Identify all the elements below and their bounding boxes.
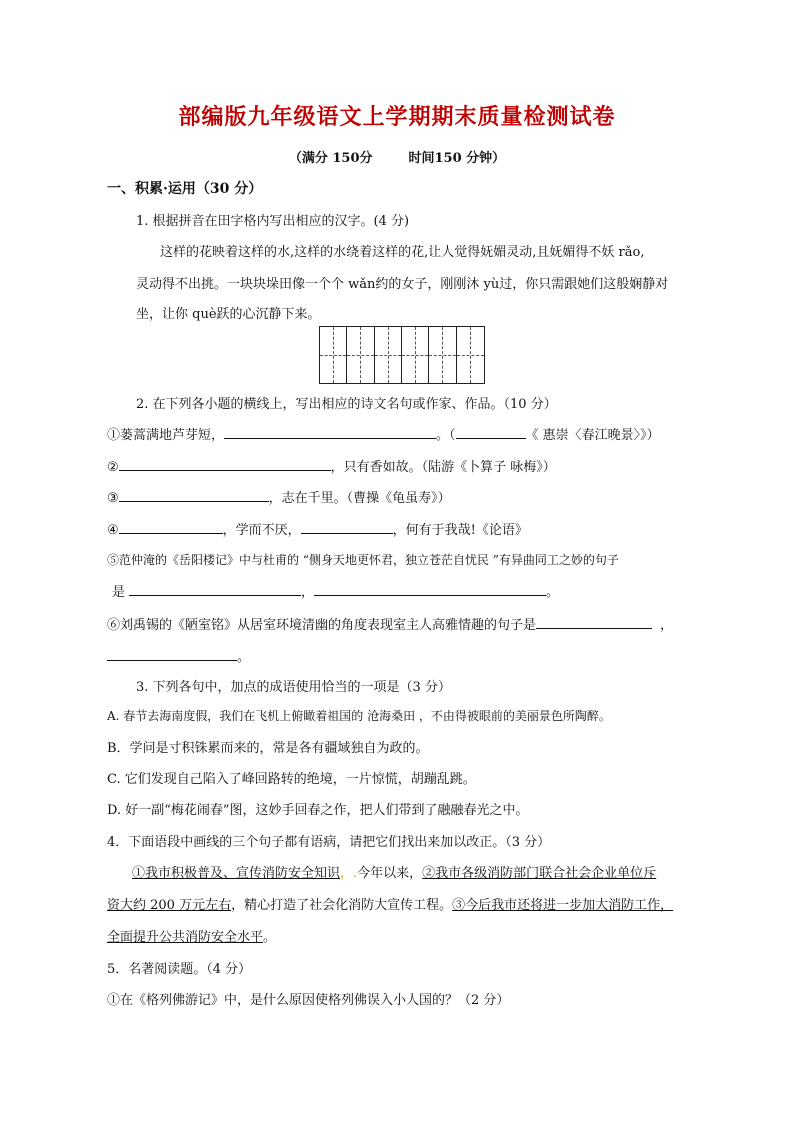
q2-item-3: ③ ，志在千里。（曹操《龟虽寿》） bbox=[107, 487, 451, 506]
q1-prompt: 1. 根据拼音在田字格内写出相应的汉字。(4 分) bbox=[136, 214, 410, 229]
answer-blank[interactable] bbox=[224, 424, 436, 439]
q2-item-2: ② ，只有香如故。（陆游《卜算子 咏梅》） bbox=[107, 456, 556, 475]
q4-passage-line-3: 全面提升公共消防安全水平。 bbox=[107, 930, 277, 945]
answer-blank[interactable] bbox=[107, 646, 237, 661]
q1-line-3: 坐，让你 què跃的心沉静下来。 bbox=[136, 307, 321, 322]
answer-blank[interactable] bbox=[119, 487, 269, 502]
q3-option-a: A. 春节去海南度假，我们在飞机上俯瞰着祖国的 沧海桑田 ，不由得被眼前的美丽景色所陶醉。 bbox=[107, 709, 611, 723]
grid-cell[interactable] bbox=[402, 327, 429, 383]
q4-passage-line-2: 资大约 200 万元左右，精心打造了社会化消防大宣传工程。③今后我市还将进一步加大消防工作， bbox=[107, 898, 674, 913]
q5-prompt: 5．名著阅读题。（4 分） bbox=[107, 962, 252, 977]
grid-cell[interactable] bbox=[375, 327, 402, 383]
answer-blank[interactable] bbox=[314, 581, 546, 596]
q3-option-b: B．学问是寸积铢累而来的，常是各有疆域独自为政的。 bbox=[107, 741, 429, 756]
answer-blank[interactable] bbox=[119, 519, 223, 534]
answer-blank[interactable] bbox=[119, 456, 331, 471]
q2-item-5: ⑤范仲淹的《岳阳楼记》中与杜甫的 “侧身天地更怀君，独立苍茫自忧民 ”有异曲同工之妙的句子 bbox=[107, 553, 619, 567]
grid-cell[interactable] bbox=[457, 327, 484, 383]
answer-blank[interactable] bbox=[456, 424, 526, 439]
tianzige-grid[interactable] bbox=[319, 326, 485, 384]
q1-line-2: 灵动得不出挑。一块块垛田像一个个 wǎn约的女子，刚刚沐 yù过，你只需跟她们这般娴静对 bbox=[136, 277, 669, 292]
full-score: （满分 150分 bbox=[288, 151, 373, 166]
q2-item-6-answer: 。 bbox=[107, 646, 250, 665]
exam-time: 时间150 分钟） bbox=[408, 151, 506, 166]
grid-cell[interactable] bbox=[429, 327, 456, 383]
q5-item-1: ①在《格列佛游记》中，是什么原因使格列佛误入小人国的？（2 分） bbox=[107, 993, 510, 1008]
q1-line-1: 这样的花映着这样的水,这样的水绕着这样的花,让人觉得妩媚灵动,且妩媚得不妖 rǎo, bbox=[160, 245, 645, 260]
q3-prompt: 3. 下列各句中，加点的成语使用恰当的一项是（3 分） bbox=[136, 680, 451, 695]
q3-option-d: D. 好一副“梅花闹春”图，这妙手回春之作，把人们带到了融融春光之中。 bbox=[107, 803, 529, 818]
q2-item-6: ⑥刘禹锡的《陋室铭》从居室环境清幽的角度表现室主人高雅情趣的句子是 ， bbox=[107, 614, 673, 633]
q2-item-5-answer: 是 ， 。 bbox=[112, 581, 559, 600]
page-title: 部编版九年级语文上学期期末质量检测试卷 bbox=[178, 104, 616, 130]
answer-blank[interactable] bbox=[129, 581, 301, 596]
q3-option-c: C. 它们发现自己陷入了峰回路转的绝境，一片惊慌，胡蹦乱跳。 bbox=[107, 772, 476, 787]
answer-blank[interactable] bbox=[536, 614, 652, 629]
grid-cell[interactable] bbox=[347, 327, 374, 383]
exam-info bbox=[0, 147, 794, 166]
answer-blank[interactable] bbox=[301, 519, 393, 534]
q4-prompt: 4．下面语段中画线的三个句子都有语病，请把它们找出来加以改正。（3 分） bbox=[107, 835, 551, 850]
q2-item-1: ①蒌蒿满地芦芽短， 。（ 《 惠崇〈春江晚景〉》） bbox=[107, 424, 660, 443]
q2-prompt: 2. 在下列各小题的横线上，写出相应的诗文名句或作家、作品。（10 分） bbox=[136, 397, 557, 412]
grid-cell[interactable] bbox=[320, 327, 347, 383]
section-heading-1: 一、积累·运用（30 分） bbox=[107, 181, 263, 197]
q2-item-4: ④ ，学而不厌， ，何有于我哉!《论语》 bbox=[107, 519, 528, 538]
q4-passage-line-1: ①我市积极普及、宣传消防安全知识，.今年以来，②我市各级消防部门联合社会企业单位斥 bbox=[132, 866, 657, 881]
